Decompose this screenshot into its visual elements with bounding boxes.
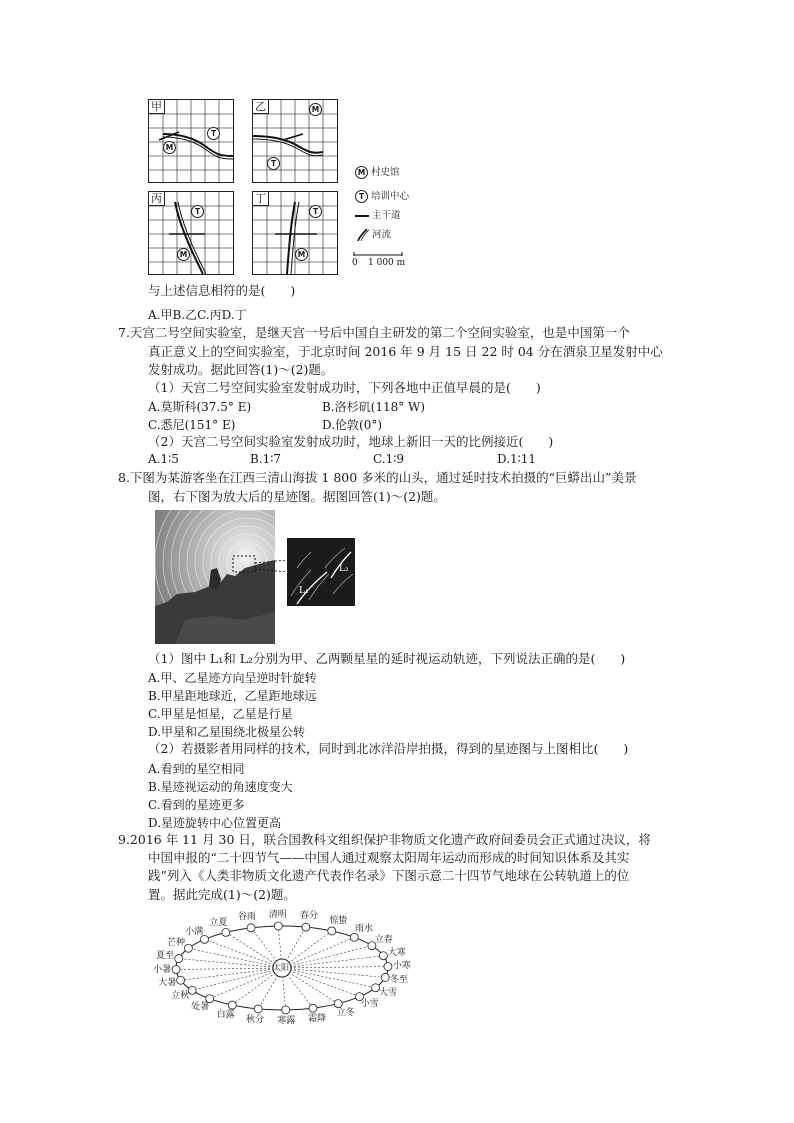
trail-label-l2: L₂ <box>339 564 349 574</box>
earth-position-icon <box>177 976 185 984</box>
q7-sub1-option-b: B.洛杉矶(118° W) <box>322 400 426 414</box>
solar-term-label: 立秋 <box>171 991 190 1002</box>
q7-sub2-option-b: B.1∶7 <box>250 452 282 466</box>
q8-sub1-option-d: D.甲星和乙星围绕北极星公转 <box>148 725 306 739</box>
solar-term-label: 处暑 <box>191 1001 210 1012</box>
map-question-text: 与上述信息相符的是( ) <box>148 283 296 298</box>
q7-sub1-option-d: D.伦敦(0°) <box>322 418 383 432</box>
q9-line-4: 置。据此完成(1)～(2)题。 <box>148 887 296 902</box>
village-museum-icon: M <box>163 141 176 154</box>
solar-term-label: 惊蛰 <box>329 916 348 927</box>
training-center-icon: T <box>267 157 280 170</box>
solar-term-label: 夏至 <box>156 951 175 962</box>
earth-position-icon <box>350 933 358 941</box>
legend-museum-label: 村史馆 <box>371 167 400 178</box>
map-panel-label: 丁 <box>253 192 269 206</box>
solar-term-label: 白露 <box>216 1009 235 1020</box>
q8-sub2-question: （2）若摄影者用同样的技术，同时到北冰洋沿岸拍摄，得到的星迹图与上图相比( ) <box>148 741 629 756</box>
solar-terms-diagram <box>140 904 420 1030</box>
legend-museum <box>355 166 400 179</box>
q7-sub2-option-c: C.1∶9 <box>373 452 404 466</box>
village-museum-icon: M <box>177 248 190 261</box>
map-panel-label: 甲 <box>149 100 165 114</box>
star-trail-photo-image <box>155 510 275 644</box>
village-museum-icon: M <box>295 248 308 261</box>
solar-term-label: 小寒 <box>392 961 411 972</box>
solar-term-label: 春分 <box>299 911 318 922</box>
solar-term-label: 芒种 <box>167 938 186 949</box>
q7-sub1-question: （1）天宫二号空间实验室发射成功时，下列各地中正值早晨的是( ) <box>148 380 541 395</box>
solar-term-label: 清明 <box>268 910 287 921</box>
solar-term-label: 谷雨 <box>237 912 256 923</box>
earth-position-icon <box>172 965 180 973</box>
earth-position-icon <box>228 1001 236 1009</box>
q9-line-3: 践”列入《人类非物质文化遗产代表作名录》下图示意二十四节气地球在公转轨道上的位 <box>148 868 630 883</box>
orbit-spoke <box>282 968 338 1004</box>
earth-position-icon <box>379 952 387 960</box>
solar-term-label: 立春 <box>374 934 393 945</box>
solar-term-label: 大暑 <box>158 978 177 989</box>
q8-sub1-question: （1）图中 L₁和 L₂分别为甲、乙两颗星星的延时视运动轨迹，下列说法正确的是( ) <box>148 651 626 666</box>
road-line-icon <box>355 212 369 220</box>
earth-position-icon <box>381 973 389 981</box>
orbit-spoke <box>179 959 282 968</box>
earth-position-icon <box>274 922 282 930</box>
q8-line-2: 图，右下图为放大后的星迹图。据图回答(1)～(2)题。 <box>148 489 446 504</box>
q7-sub2-option-a: A.1∶5 <box>148 452 179 466</box>
q8-sub2-option-c: C.看到的星迹更多 <box>148 798 245 812</box>
legend-river <box>355 229 391 242</box>
earth-position-icon <box>188 986 196 994</box>
q8-sub1-option-b: B.甲星距地球近，乙星距地球远 <box>148 689 317 703</box>
q8-sub1-option-a: A.甲、乙星迹方向呈逆时针旋转 <box>148 671 317 685</box>
solar-term-label: 霜降 <box>308 1013 327 1024</box>
village-museum-icon: M <box>355 166 368 179</box>
training-center-icon: T <box>207 127 220 140</box>
scale-zero: 0 <box>352 258 358 268</box>
q7-sub1-option-a: A.莫斯科(37.5° E) <box>148 400 252 414</box>
solar-term-label: 大雪 <box>378 987 397 998</box>
q7-line-3: 发射成功。据此回答(1)～(2)题。 <box>148 362 334 377</box>
solar-term-label: 立夏 <box>209 918 228 929</box>
q7-line-2: 真正意义上的空间实验室，于北京时间 2016 年 9 月 15 日 22 时 04 分在酒泉卫星发射中心 <box>148 344 663 359</box>
solar-term-label: 冬至 <box>389 974 408 985</box>
orbit-spoke <box>176 968 282 969</box>
earth-position-icon <box>384 963 392 971</box>
sun-label: 太阳 <box>273 963 289 972</box>
zoom-connector-icon <box>255 560 287 572</box>
orbit-spoke <box>282 968 385 977</box>
earth-position-icon <box>328 927 336 935</box>
earth-position-icon <box>282 1006 290 1014</box>
q9-line-1: 9.2016 年 11 月 30 日，联合国教科文组织保护非物质文化遗产政府间委员会正式通过决议，将 <box>118 832 651 847</box>
training-center-icon: T <box>309 205 322 218</box>
q8-sub2-option-d: D.星迹旋转中心位置更高 <box>148 816 282 830</box>
map-panel-bing <box>148 191 234 275</box>
earth-position-icon <box>302 923 310 931</box>
earth-position-icon <box>184 944 192 952</box>
solar-term-label: 小雪 <box>360 999 379 1010</box>
solar-term-label: 秋分 <box>246 1014 265 1025</box>
q7-sub2-question: （2）天宫二号空间实验室发射成功时，地球上新旧一天的比例接近( ) <box>148 434 554 449</box>
solar-term-label: 立冬 <box>336 1007 355 1018</box>
earth-position-icon <box>309 1004 317 1012</box>
solar-term-label: 小满 <box>185 926 204 937</box>
q8-line-1: 8.下图为某游客坐在江西三清山海拔 1 800 多米的山头，通过延时技术拍摄的“巨蟒出山”美景 <box>118 470 637 485</box>
solar-term-label: 雨水 <box>354 924 373 935</box>
river-line-icon <box>355 229 369 241</box>
earth-position-icon <box>175 955 183 963</box>
star-trail-photo <box>155 510 275 644</box>
q7-line-1: 7.天宫二号空间实验室，是继天宫一号后中国自主研发的第二个空间实验室，也是中国第一个 <box>118 325 630 340</box>
earth-position-icon <box>334 1000 342 1008</box>
earth-position-icon <box>247 924 255 932</box>
village-museum-icon: M <box>309 103 322 116</box>
star-trail-zoom <box>287 538 355 606</box>
q7-sub2-option-d: D.1∶11 <box>497 452 537 466</box>
training-center-icon: T <box>191 205 204 218</box>
earth-position-icon <box>222 928 230 936</box>
trail-label-l1: L₁ <box>299 586 309 596</box>
q8-sub2-option-a: A.看到的星空相同 <box>148 762 245 776</box>
training-center-icon: T <box>355 190 368 203</box>
q7-sub1-option-c: C.悉尼(151° E) <box>148 418 236 432</box>
map-panel-label: 丙 <box>149 192 165 206</box>
map-answer-options: A.甲B.乙C.丙D.丁 <box>148 308 247 322</box>
q9-line-2: 中国申报的“二十四节气——中国人通过观察太阳周年运动而形成的时间知识体系及其实 <box>148 850 630 865</box>
orbit-spoke <box>282 968 376 988</box>
map-panel-label: 乙 <box>253 100 269 114</box>
orbit-spoke <box>188 948 282 968</box>
legend-road <box>355 210 401 222</box>
legend-training <box>355 190 409 203</box>
legend-road-label: 主干道 <box>372 210 401 221</box>
solar-term-label: 寒露 <box>277 1015 296 1026</box>
legend-training-label: 培训中心 <box>371 191 410 202</box>
earth-position-icon <box>254 1005 262 1013</box>
solar-term-label: 大寒 <box>387 947 406 958</box>
q8-sub2-option-b: B.星迹视运动的角速度变大 <box>148 780 293 794</box>
solar-term-label: 小暑 <box>153 964 172 975</box>
map-panel-ding <box>252 191 338 275</box>
scale-value: 1 000 m <box>368 258 406 268</box>
map-panel-jia <box>148 99 234 183</box>
map-panel-yi <box>252 99 338 183</box>
q8-sub1-option-c: C.甲星是恒星，乙星是行星 <box>148 707 293 721</box>
legend-river-label: 河流 <box>372 229 392 241</box>
orbit-spoke <box>282 967 388 968</box>
